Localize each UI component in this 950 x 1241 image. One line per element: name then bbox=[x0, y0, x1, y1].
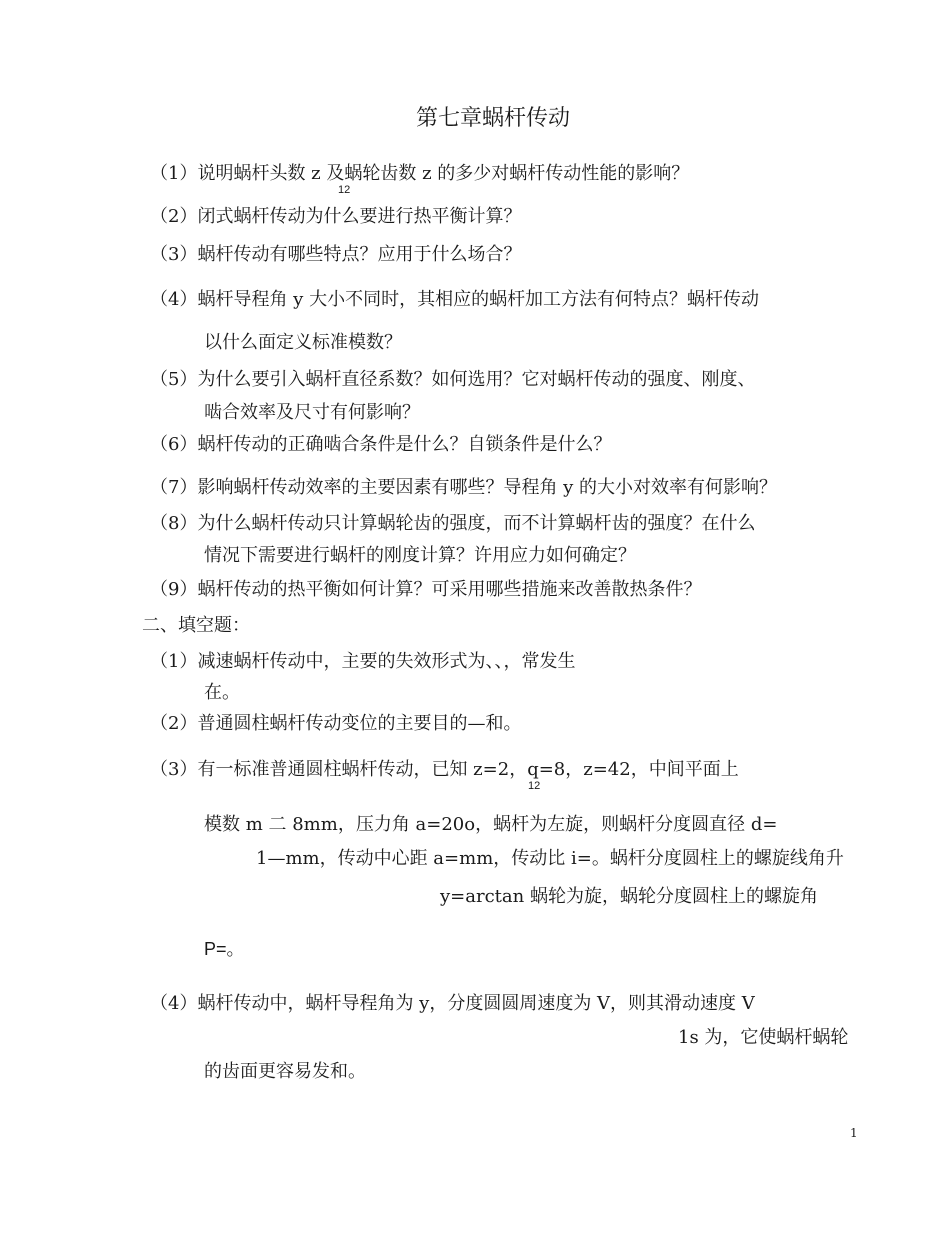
fill-3-line3: 1—mm，传动中心距 a=mm，传动比 i=。蜗杆分度圆柱上的螺旋线角升 bbox=[256, 848, 844, 869]
page-number: 1 bbox=[850, 1126, 858, 1140]
fill-3-line4: y=arctan 蜗轮为旋，蜗轮分度圆柱上的螺旋角 bbox=[440, 886, 818, 907]
fill-3-subscript: 12 bbox=[528, 780, 541, 792]
fill-4: （4）蜗杆传动中，蜗杆导程角为 y，分度圆圆周速度为 V，则其滑动速度 V bbox=[150, 993, 755, 1014]
question-6: （6）蜗杆传动的正确啮合条件是什么？自锁条件是什么？ bbox=[150, 434, 612, 455]
question-5: （5）为什么要引入蜗杆直径系数？如何选用？它对蜗杆传动的强度、刚度、 bbox=[150, 369, 756, 390]
fill-2: （2）普通圆柱蜗杆传动变位的主要目的—和。 bbox=[150, 713, 522, 734]
fill-4-line2: 1s 为，它使蜗杆蜗轮 bbox=[678, 1027, 849, 1048]
question-7: （7）影响蜗杆传动效率的主要因素有哪些？导程角 y 的大小对效率有何影响？ bbox=[150, 477, 778, 498]
fill-3: （3）有一标准普通圆柱蜗杆传动，已知 z=2，q=8，z=42，中间平面上 bbox=[150, 759, 739, 780]
question-3: （3）蜗杆传动有哪些特点？应用于什么场合？ bbox=[150, 244, 522, 265]
question-8-cont: 情况下需要进行蜗杆的刚度计算？许用应力如何确定？ bbox=[204, 545, 636, 566]
question-4: （4）蜗杆导程角 y 大小不同时，其相应的蜗杆加工方法有何特点？蜗杆传动 bbox=[150, 289, 760, 310]
fill-3-line5: P=。 bbox=[204, 939, 245, 959]
section-heading: 二、填空题： bbox=[142, 615, 250, 636]
fill-3-line2: 模数 m 二 8mm，压力角 a=20o，蜗杆为左旋，则蜗杆分度圆直径 d= bbox=[204, 814, 778, 835]
question-9: （9）蜗杆传动的热平衡如何计算？可采用哪些措施来改善散热条件？ bbox=[150, 579, 702, 600]
question-8: （8）为什么蜗杆传动只计算蜗轮齿的强度，而不计算蜗杆齿的强度？在什么 bbox=[150, 513, 756, 534]
question-4-cont: 以什么面定义标准模数？ bbox=[204, 332, 402, 353]
question-5-cont: 啮合效率及尺寸有何影响？ bbox=[204, 402, 420, 423]
fill-1: （1）减速蜗杆传动中，主要的失效形式为、、，常发生 bbox=[150, 651, 576, 672]
question-1-subscript: 12 bbox=[338, 184, 351, 196]
fill-4-line3: 的齿面更容易发和。 bbox=[204, 1061, 366, 1082]
question-2: （2）闭式蜗杆传动为什么要进行热平衡计算？ bbox=[150, 206, 522, 227]
page-title: 第七章蜗杆传动 bbox=[416, 106, 571, 131]
question-1: （1）说明蜗杆头数 z 及蜗轮齿数 z 的多少对蜗杆传动性能的影响？ bbox=[150, 163, 690, 184]
fill-1-cont: 在。 bbox=[204, 682, 240, 703]
